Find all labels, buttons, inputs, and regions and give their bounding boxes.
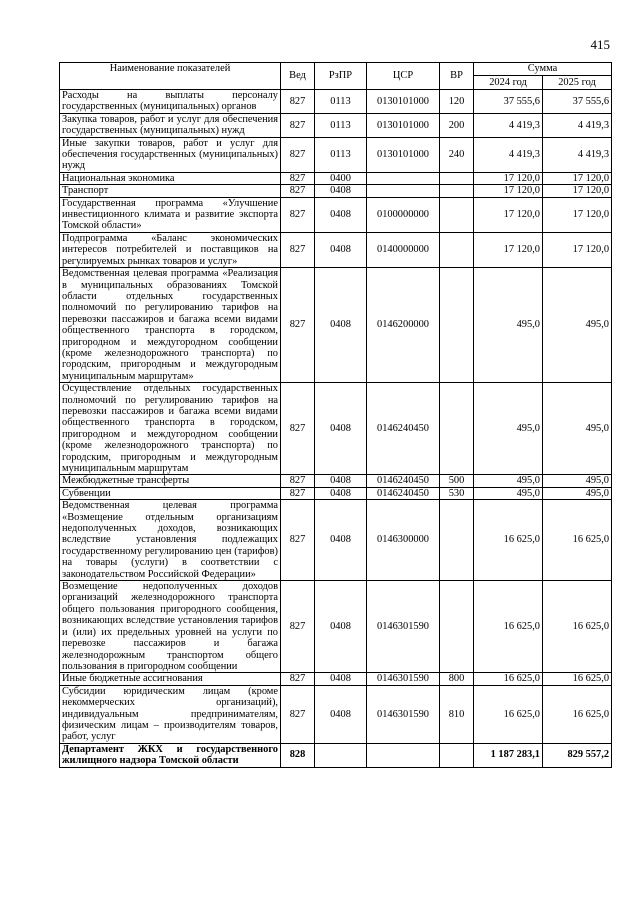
row-ved: 827	[281, 137, 315, 172]
row-vr	[440, 500, 474, 581]
header-ved: Вед	[281, 63, 315, 90]
row-ved: 827	[281, 113, 315, 137]
row-vr: 240	[440, 137, 474, 172]
header-name: Наименование показателей	[60, 63, 281, 90]
row-rzpr: 0113	[315, 90, 367, 114]
row-vr: 810	[440, 685, 474, 743]
page-number: 415	[590, 37, 610, 52]
table-row	[60, 581, 612, 673]
row-csr: 0146240450	[367, 383, 440, 475]
row-sum-2025: 4 419,3	[543, 137, 612, 172]
header-rzpr: РзПР	[315, 63, 367, 90]
row-sum-2024: 37 555,6	[474, 90, 543, 114]
row-sum-2025: 829 557,2	[543, 743, 612, 767]
row-sum-2025: 16 625,0	[543, 673, 612, 685]
row-sum-2025: 17 120,0	[543, 172, 612, 184]
row-rzpr: 0408	[315, 487, 367, 499]
row-rzpr: 0408	[315, 268, 367, 383]
row-ved: 827	[281, 581, 315, 673]
row-vr	[440, 197, 474, 232]
row-csr: 0146301590	[367, 673, 440, 685]
row-rzpr: 0408	[315, 197, 367, 232]
row-sum-2024: 16 625,0	[474, 500, 543, 581]
row-name: Ведомственная целевая программа «Реализация в муниципальных образованиях Томской области отдельных государственных полномочий по регулированию тарифов на перевозки пассажиров и багажа всеми видами общественного транспорта в городском, пригородном и междугородном сообщении (кроме железнодорожного транспорта) по городским, пригородным и междугородным муниципальным маршрутам»	[60, 268, 281, 383]
row-sum-2024: 495,0	[474, 383, 543, 475]
row-name: Подпрограмма «Баланс экономических интересов потребителей и поставщиков на регулируемых рынках товаров и услуг»	[60, 232, 281, 267]
row-vr: 530	[440, 487, 474, 499]
table-body	[60, 90, 612, 768]
row-vr: 120	[440, 90, 474, 114]
table-row	[60, 197, 612, 232]
row-csr: 0146300000	[367, 500, 440, 581]
row-sum-2025: 495,0	[543, 268, 612, 383]
row-ved: 827	[281, 685, 315, 743]
table-row	[60, 172, 612, 184]
row-sum-2025: 17 120,0	[543, 185, 612, 197]
row-vr	[440, 172, 474, 184]
row-name: Субвенции	[60, 487, 281, 499]
row-rzpr: 0408	[315, 581, 367, 673]
row-name: Ведомственная целевая программа «Возмещение отдельным организациям недополученных доходов, возникающих вследствие установления подлежащих государственному регулированию цен (тарифов) на товары (услуги) в соответствии с законодательством Российской Федерации»	[60, 500, 281, 581]
row-vr	[440, 268, 474, 383]
budget-table	[59, 62, 612, 768]
row-sum-2025: 16 625,0	[543, 500, 612, 581]
row-vr	[440, 185, 474, 197]
row-rzpr: 0408	[315, 383, 367, 475]
row-ved: 827	[281, 383, 315, 475]
row-ved: 828	[281, 743, 315, 767]
row-rzpr: 0408	[315, 685, 367, 743]
row-ved: 827	[281, 475, 315, 487]
row-vr: 500	[440, 475, 474, 487]
row-sum-2024: 1 187 283,1	[474, 743, 543, 767]
row-sum-2024: 495,0	[474, 487, 543, 499]
table-row	[60, 90, 612, 114]
row-vr	[440, 232, 474, 267]
row-csr	[367, 743, 440, 767]
row-rzpr: 0113	[315, 113, 367, 137]
row-name: Расходы на выплаты персоналу государственных (муниципальных) органов	[60, 90, 281, 114]
row-name: Межбюджетные трансферты	[60, 475, 281, 487]
row-sum-2024: 4 419,3	[474, 137, 543, 172]
row-ved: 827	[281, 172, 315, 184]
table-row	[60, 685, 612, 743]
row-csr: 0146200000	[367, 268, 440, 383]
row-sum-2025: 37 555,6	[543, 90, 612, 114]
row-sum-2024: 16 625,0	[474, 673, 543, 685]
row-ved: 827	[281, 197, 315, 232]
table-row	[60, 383, 612, 475]
table-row	[60, 743, 612, 767]
row-name: Закупка товаров, работ и услуг для обеспечения государственных (муниципальных) нужд	[60, 113, 281, 137]
row-name: Транспорт	[60, 185, 281, 197]
row-csr	[367, 172, 440, 184]
row-csr: 0146301590	[367, 581, 440, 673]
row-name: Департамент ЖКХ и государственного жилищного надзора Томской области	[60, 743, 281, 767]
row-vr: 800	[440, 673, 474, 685]
row-csr: 0130101000	[367, 113, 440, 137]
row-sum-2025: 495,0	[543, 475, 612, 487]
row-name: Возмещение недополученных доходов организаций железнодорожного транспорта общего пользования пригородного сообщения, возникающих вследствие установления тарифов и (или) их предельных уровней на услуги по перевозке пассажиров и багажа железнодорожным транспортом общего пользования в пригородном сообщении	[60, 581, 281, 673]
row-sum-2025: 17 120,0	[543, 232, 612, 267]
header-year-2025: 2025 год	[543, 76, 612, 90]
table-row	[60, 673, 612, 685]
row-sum-2025: 16 625,0	[543, 581, 612, 673]
row-ved: 827	[281, 185, 315, 197]
header-sum: Сумма	[474, 63, 612, 76]
table-row	[60, 137, 612, 172]
row-csr: 0146240450	[367, 487, 440, 499]
row-sum-2025: 4 419,3	[543, 113, 612, 137]
table-row	[60, 232, 612, 267]
row-name: Субсидии юридическим лицам (кроме некоммерческих организаций), индивидуальным предпринимателям, физическим лицам – производителям товаров, работ, услуг	[60, 685, 281, 743]
row-sum-2024: 4 419,3	[474, 113, 543, 137]
row-sum-2024: 495,0	[474, 475, 543, 487]
row-sum-2024: 17 120,0	[474, 232, 543, 267]
row-sum-2024: 17 120,0	[474, 172, 543, 184]
table-row	[60, 487, 612, 499]
row-vr: 200	[440, 113, 474, 137]
table-row	[60, 475, 612, 487]
table-row	[60, 113, 612, 137]
row-rzpr: 0408	[315, 500, 367, 581]
row-name: Государственная программа «Улучшение инвестиционного климата и развитие экспорта Томской области»	[60, 197, 281, 232]
row-sum-2025: 495,0	[543, 487, 612, 499]
table-row	[60, 500, 612, 581]
header-year-2024: 2024 год	[474, 76, 543, 90]
row-name: Национальная экономика	[60, 172, 281, 184]
row-sum-2025: 495,0	[543, 383, 612, 475]
row-ved: 827	[281, 673, 315, 685]
row-csr: 0146301590	[367, 685, 440, 743]
row-ved: 827	[281, 232, 315, 267]
row-name: Иные бюджетные ассигнования	[60, 673, 281, 685]
header-csr: ЦСР	[367, 63, 440, 90]
row-rzpr: 0113	[315, 137, 367, 172]
row-rzpr: 0408	[315, 475, 367, 487]
table-row	[60, 185, 612, 197]
row-csr: 0130101000	[367, 90, 440, 114]
row-csr: 0130101000	[367, 137, 440, 172]
row-sum-2024: 16 625,0	[474, 685, 543, 743]
row-csr: 0100000000	[367, 197, 440, 232]
row-sum-2025: 16 625,0	[543, 685, 612, 743]
row-rzpr: 0408	[315, 185, 367, 197]
row-rzpr: 0408	[315, 673, 367, 685]
row-sum-2024: 495,0	[474, 268, 543, 383]
row-ved: 827	[281, 500, 315, 581]
row-csr: 0140000000	[367, 232, 440, 267]
row-rzpr: 0408	[315, 232, 367, 267]
row-sum-2025: 17 120,0	[543, 197, 612, 232]
row-rzpr	[315, 743, 367, 767]
row-ved: 827	[281, 268, 315, 383]
row-name: Осуществление отдельных государственных полномочий по регулированию тарифов на перевозки пассажиров и багажа всеми видами общественного транспорта в городском, пригородном и междугородном сообщении (кроме железнодорожного транспорта) по городским, пригородным и междугородным муниципальным маршрутам	[60, 383, 281, 475]
row-sum-2024: 17 120,0	[474, 197, 543, 232]
row-ved: 827	[281, 487, 315, 499]
row-vr	[440, 581, 474, 673]
row-name: Иные закупки товаров, работ и услуг для обеспечения государственных (муниципальных) нужд	[60, 137, 281, 172]
row-vr	[440, 383, 474, 475]
row-rzpr: 0400	[315, 172, 367, 184]
row-sum-2024: 17 120,0	[474, 185, 543, 197]
header-vr: ВР	[440, 63, 474, 90]
row-ved: 827	[281, 90, 315, 114]
row-csr	[367, 185, 440, 197]
row-sum-2024: 16 625,0	[474, 581, 543, 673]
table-row	[60, 268, 612, 383]
row-vr	[440, 743, 474, 767]
row-csr: 0146240450	[367, 475, 440, 487]
